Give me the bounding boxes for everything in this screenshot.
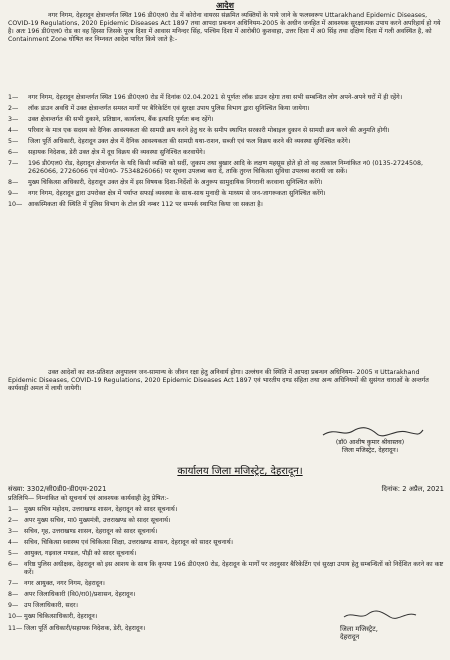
list-item [8, 201, 446, 209]
item-text: अपर जिलाधिकारी (वि0/रा0)/प्रशासन, देहरादून। [24, 591, 136, 599]
footer-signature-block [340, 608, 430, 642]
list-item [8, 550, 448, 558]
item-number: 1— [8, 94, 19, 101]
list-item [8, 517, 448, 525]
list-item [8, 179, 446, 187]
copy-intro: प्रतिलिपि— निम्नांकित को सूचनार्थ एवं आवश्यक कार्यवाही हेतु प्रेषित:- [8, 495, 169, 502]
item-text: जिला पूर्ति अधिकारी, देहरादून उक्त क्षेत्र में दैनिक आवश्यकता की सामग्री यथा-राशन, सब्जी एवं फल विक्रय करने की व्यवस्था सुनिश्चित करेंगे। [28, 138, 351, 146]
signatory-place: देहरादून [340, 633, 360, 642]
list-item [8, 105, 446, 113]
list-item [8, 138, 446, 146]
intro-paragraph: नगर निगम, देहरादून क्षेत्रान्तर्गत स्थित 196 डी0एल0 रोड में कोरोना वायरस संक्रमित व्यक्तियों के पाये जाने के फलस्वरूप Uttarakhand Epidemic Diseases, COVID-19 Regulations, 2020 Epidemic Diseases Act 1897 तथा आपदा प्रबन्धन अधिनियम-2005 के अधीन जनहित में आवश्यक सुरक्षात्मक उपाय करने अपरिहार्य हो गये है। अतः 196 डी0एल0 रोड का वह हिस्सा जिसके पूरब दिशा में आवास मनिन्दर सिंह, पश्चिम दिशा में आरोबी0 कुशवाहा, उत्तर दिशा में अ0 सिंह तथा दक्षिण दिशा में गली अवस्थित है, को Containment Zone घोषित कर निम्नवत आदेश पारित किये जाते है:- [8, 12, 441, 44]
item-number: 10— [8, 201, 23, 209]
item-text: आकस्मिकता की स्थिति में पुलिस विभाग के टोल फ्री नम्बर 112 पर सम्पर्क स्थापित किया जा सकता है। [28, 201, 263, 209]
item-number: 5— [8, 550, 19, 558]
reference-date: दिनांक: 2 अप्रैल, 2021 [381, 485, 444, 493]
item-text: उक्त क्षेत्रान्तर्गत की सभी दुकाने, प्रतिष्ठान, कार्यालय, बैंक इत्यादि पूर्णतः बन्द रहेंगे। [28, 116, 214, 124]
item-text: लॉक डाउन अवधि में उक्त क्षेत्रान्तर्गत समस्त मार्गों पर बैरिकेटिंग एवं सुरक्षा उपाय पुलिस विभाग द्वारा सुनिश्चित किया जायेगा। [28, 105, 310, 113]
item-number: 9— [8, 602, 19, 610]
signatory-designation: जिला मजिस्ट्रेट, देहरादून। [341, 446, 399, 454]
item-number: 1— [8, 506, 19, 513]
item-text: नगर निगम, देहरादून द्वारा उपरोक्त क्षेत्र में पर्याप्त सफाई व्यवस्था के साथ-साथ मुनादी के माध्यम से जन-जागरूकता सुनिश्चित करेंगे। [28, 190, 326, 198]
list-item [8, 116, 446, 124]
enforcement-paragraph: उक्त आदेशों का शत-प्रतिशत अनुपालन जन-सामान्य के जीवन रक्षा हेतु अनिवार्य होगा। उल्लंघन की स्थिति में आपदा प्रबन्धन अधिनियम- 2005 व Uttarakhand Epidemic Diseases, COVID-19 Regulations, 2020 Epidemic Diseases Act 1897 एवं भारतीय दण्ड संहिता तथा अन्य अधिनियमों की सुसंगत धाराओं के अन्तर्गत कार्यवाही अमल में लायी जायेगी। [8, 369, 429, 393]
item-number: 8— [8, 591, 19, 599]
item-number: 11— [8, 624, 23, 632]
item-text: सचिव, गृह, उत्तराखण्ड शासन, देहरादून को सादर सूचनार्थ। [24, 528, 158, 536]
item-text: आयुक्त, गढ़वाल मण्डल, पौड़ी को सादर सूचनार्थ। [24, 550, 137, 558]
list-item [8, 149, 446, 157]
item-number: 7— [8, 160, 19, 168]
signatory-designation: जिला मजिस्ट्रेट, [340, 624, 378, 633]
handwritten-signature [340, 608, 420, 622]
list-item [8, 591, 448, 599]
item-text: सचिव, चिकित्सा स्वास्थ्य एवं चिकित्सा शिक्षा, उत्तराखण्ड शासन, देहरादून को सादर सूचनार्थ। [24, 539, 233, 547]
item-text: उप जिलाधिकारी, सदर। [24, 602, 78, 610]
list-item [8, 561, 448, 577]
item-text: मुख्य सचिव महोदय, उत्तराखण्ड शासन, देहरादून को सादर सूचनार्थ। [24, 506, 178, 513]
item-number: 9— [8, 190, 19, 198]
item-number: 2— [8, 517, 19, 525]
signature-scribble [300, 425, 440, 439]
item-number: 3— [8, 116, 19, 124]
item-number: 4— [8, 539, 19, 547]
list-item [8, 127, 446, 135]
reference-line [8, 485, 444, 494]
list-item [8, 160, 446, 176]
item-number: 7— [8, 580, 19, 588]
item-text: परिवार के मात्र एक सदस्य को दैनिक आवश्यकता की सामग्री क्रय करने हेतु घर के समीप स्थापित सरकारी मोबाइल दुकान से सामग्री क्रय करने की अनुमति होगी। [28, 127, 390, 135]
list-item [8, 506, 448, 514]
item-text: मुख्य चिकित्सा अधिकारी, देहरादून उक्त क्षेत्र में इस विषयक दिशा-निर्देशों के अनुरूप सामुदायिक निगरानी करवाना सुनिश्चित करेंगे। [28, 179, 323, 187]
item-number: 6— [8, 149, 19, 157]
list-item [8, 580, 448, 588]
item-number: 6— [8, 561, 19, 569]
item-text: नगर आयुक्त, नगर निगम, देहरादून। [24, 580, 105, 588]
item-text: मुख्य चिकित्साधिकारी, देहरादून। [24, 613, 98, 621]
item-text: नगर निगम, देहरादून क्षेत्रान्तर्गत स्थित 196 डी0एल0 रोड में दिनांक 02.04.2021 से पूर्णतः लॉक डाउन रहेगा तथा सभी सम्बन्धित लोग अपने-अपने घरों में ही रहेंगे। [28, 94, 403, 101]
order-items-list [8, 94, 446, 213]
item-number: 2— [8, 105, 19, 113]
item-text: 196 डी0एल0 रोड, देहरादून क्षेत्रान्तर्गत के यदि किसी व्यक्ति को सर्दी, जुकाम तथा बुखार आदि के लक्षण महसूस होते हो तो वह तत्काल निम्नांकित न0 (0135-2724508, 2626066, 2726066 एवं मो0न0- 7534826066) पर सूचना उपलब्ध करा दें, ताकि तुरन्त चिकित्सा सुविधा उपलब्ध करायी जा सकें। [28, 160, 423, 176]
item-number: 3— [8, 528, 19, 536]
order-heading: आदेश [216, 1, 234, 10]
item-number: 8— [8, 179, 19, 187]
item-number: 5— [8, 138, 19, 146]
signatory-name: (डॉ0 आशीष कुमार श्रीवास्तव) [335, 439, 405, 446]
list-item [8, 190, 446, 198]
item-text: वरिष्ठ पुलिस अधीक्षक, देहरादून को इस आशय के साथ कि कृपया 196 डी0एल0 रोड, देहरादून के मार्गों पर तदनुसार बैरिकेटिंग एवं सुरक्षा उपाय हेतु सम्बन्धितों को निर्देशित करने का कष्ट करें। [24, 561, 444, 577]
item-number: 10— [8, 613, 23, 621]
list-item [8, 539, 448, 547]
list-item [8, 528, 448, 536]
reference-number: संख्या: 3302/सी0डी0-डी0एम-2021 [8, 485, 107, 493]
list-item [8, 94, 446, 102]
handwritten-signature [315, 425, 425, 439]
magistrate-signature-block [300, 425, 440, 455]
item-text: सहायक निदेशक, डेरी उक्त क्षेत्र में दूध विक्रय की व्यवस्था सुनिश्चित करवायेंगे। [28, 149, 206, 157]
office-title: कार्यालय जिला मजिस्ट्रेट, देहरादून। [177, 466, 303, 477]
item-text: अपर मुख्य सचिव, मा0 मुख्यमंत्री, उत्तराखण्ड को सादर सूचनार्थ। [24, 517, 171, 525]
item-number: 4— [8, 127, 19, 135]
item-text: जिला पूर्ति अधिकारी/सहायक निदेशक, डेरी, देहरादून। [24, 624, 146, 632]
